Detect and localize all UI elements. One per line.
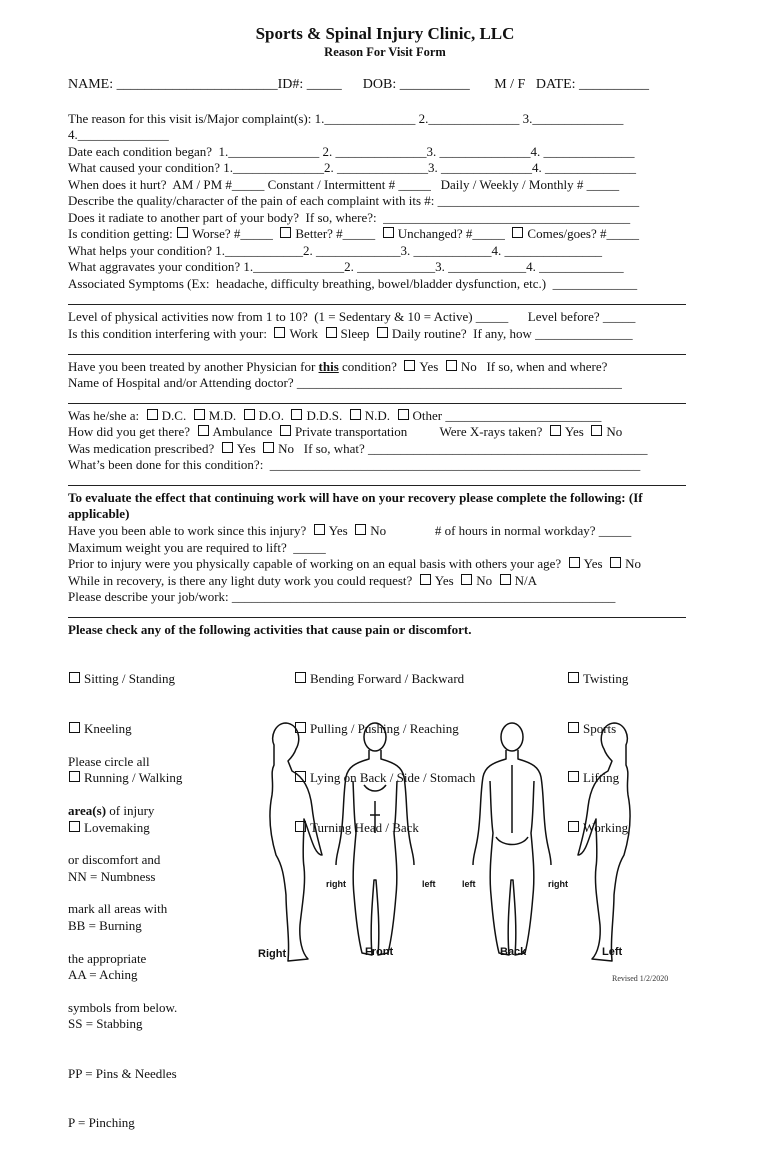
activity-label: Working (583, 819, 629, 835)
helps-line[interactable]: What helps your condition? 1.____________2. _____________3. ____________4. _______________ (68, 243, 603, 258)
activity-label: Lifting (583, 770, 620, 785)
private-transport-label: Private transportation Were X-rays taken? (294, 424, 549, 439)
label-front: Front (365, 946, 394, 958)
activity-label: Twisting (583, 671, 629, 686)
other-checkbox[interactable] (398, 409, 409, 420)
blank-line[interactable] (68, 304, 686, 305)
patient-id-line[interactable]: NAME: _______________________ID#: _____ DOB: __________ M / F DATE: __________ (68, 77, 650, 92)
capable-yes-label: Yes (583, 556, 610, 571)
xray-no-label: No (606, 424, 623, 439)
body-figure-left-side[interactable] (578, 720, 630, 961)
activity-label: Kneeling (84, 720, 132, 736)
nd-label: N.D. (364, 408, 397, 423)
interfering-label: Is this condition interfering with your: (68, 326, 274, 341)
able-no-checkbox[interactable] (355, 524, 366, 535)
sleep-label: Sleep (340, 326, 376, 341)
legend-item: P = Pinching (68, 1114, 135, 1130)
blank-line[interactable] (68, 485, 686, 486)
blank-line[interactable] (68, 617, 686, 618)
dds-label: D.D.S. (306, 408, 349, 423)
legend-item: PP = Pins & Needles (68, 1065, 177, 1081)
symbol-legend (68, 836, 177, 1164)
doctor-type-label: Was he/she a: (68, 408, 146, 423)
label-front-right: right (326, 879, 346, 889)
xray-yes-label: Yes (564, 424, 591, 439)
activity-checkbox[interactable] (568, 672, 579, 683)
light-duty-line (68, 573, 537, 589)
blank-line[interactable] (68, 403, 686, 404)
legend-item: SS = Stabbing (68, 1016, 143, 1032)
medication-no-label: No If so, what? ___________________________________________ (278, 441, 648, 456)
capable-no-label: No (625, 556, 641, 571)
capable-yes-checkbox[interactable] (569, 557, 580, 568)
private-transport-checkbox[interactable] (280, 425, 291, 436)
blank-line[interactable] (68, 354, 686, 355)
able-yes-label: Yes (328, 523, 355, 538)
other-physician-label: Have you been treated by another Physician for (68, 359, 319, 374)
activities-heading: Please check any of the following activities that cause pain or discomfort. (68, 622, 472, 637)
activity-label: Sitting / Standing (84, 671, 176, 686)
cause-line[interactable]: What caused your condition? 1.______________2. ______________3. ______________4. ______________ (68, 160, 636, 175)
interfering-line (68, 326, 633, 342)
sleep-checkbox[interactable] (326, 327, 337, 338)
form-subtitle: Reason For Visit Form (324, 45, 446, 59)
medication-label: Was medication prescribed? (68, 441, 221, 456)
better-checkbox[interactable] (280, 227, 291, 238)
activity-label: Running / Walking (84, 770, 183, 785)
light-no-label: No (476, 573, 499, 588)
dc-label: D.C. (161, 408, 193, 423)
max-weight-line[interactable]: Maximum weight you are required to lift? _____ (68, 540, 326, 555)
label-back-left: left (462, 879, 476, 889)
daily-routine-label: Daily routine? If any, how _______________ (391, 326, 633, 341)
associated-symptoms-line[interactable]: Associated Symptoms (Ex: headache, difficulty breathing, bowel/bladder dysfunction, etc.) _____________ (68, 276, 638, 291)
activity-level-line[interactable]: Level of physical activities now from 1 to 10? (1 = Sedentary & 10 = Active) _____ Level before? _____ (68, 309, 636, 324)
date-began-line[interactable]: Date each condition began? 1.______________ 2. ______________3. ______________4. ______________ (68, 144, 635, 159)
activity-label: Lovemaking (84, 819, 150, 835)
ambulance-label: Ambulance (212, 424, 279, 439)
instruction-text: of injury (106, 803, 155, 819)
activity-item[interactable] (294, 671, 475, 688)
label-back-right: right (548, 879, 568, 889)
aggravates-line[interactable]: What aggravates your condition? 1.______________2. ____________3. ____________4. _____________ (68, 259, 624, 274)
legend-item: NN = Numbness (68, 868, 156, 884)
work-heading-cont: applicable) (68, 506, 130, 521)
no-label: No If so, when and where? (460, 359, 608, 374)
other-label: Other ________________________ (412, 408, 602, 423)
done-line[interactable]: What’s been done for this condition?: _________________________________________________________ (68, 457, 641, 472)
comes-goes-checkbox[interactable] (512, 227, 523, 238)
daily-routine-checkbox[interactable] (377, 327, 388, 338)
dc-checkbox[interactable] (147, 409, 158, 420)
instruction-line (68, 803, 177, 819)
better-label: Better? #_____ (295, 226, 382, 241)
instruction-line: the appropriate (68, 950, 147, 966)
light-no-checkbox[interactable] (461, 574, 472, 585)
medication-yes-checkbox[interactable] (222, 442, 233, 453)
transport-label: How did you get there? (68, 424, 197, 439)
capable-no-checkbox[interactable] (610, 557, 621, 568)
do-label: D.O. (258, 408, 291, 423)
emphasis-this: this (318, 359, 339, 374)
ambulance-checkbox[interactable] (198, 425, 209, 436)
light-na-checkbox[interactable] (500, 574, 511, 585)
treated-yes-checkbox[interactable] (404, 360, 415, 371)
nd-checkbox[interactable] (350, 409, 361, 420)
activity-label: Turning Head / Back (310, 819, 419, 835)
instruction-line: symbols from below. (68, 999, 178, 1015)
legend-item: BB = Burning (68, 918, 142, 934)
activity-label: Bending Forward / Backward (310, 671, 465, 686)
light-na-label: N/A (514, 573, 537, 588)
major-complaints-line[interactable]: The reason for this visit is/Major complaint(s): 1.______________ 2.______________ 3.______________ (68, 111, 624, 126)
other-physician-label-end: condition? (338, 359, 404, 374)
instruction-line: Please circle all (68, 753, 150, 769)
instruction-line: or discomfort and (68, 852, 161, 868)
do-checkbox[interactable] (244, 409, 255, 420)
activity-checkbox[interactable] (295, 672, 306, 683)
medication-yes-label: Yes (236, 441, 263, 456)
work-label: Work (289, 326, 325, 341)
condition-getting-line (68, 226, 639, 242)
dds-checkbox[interactable] (291, 409, 302, 420)
unchanged-checkbox[interactable] (383, 227, 394, 238)
xray-yes-checkbox[interactable] (550, 425, 561, 436)
body-diagram[interactable] (230, 715, 670, 970)
prior-capable-label: Prior to injury were you physically capable of working on an equal basis with others your age? (68, 556, 568, 571)
prior-capable-line (68, 556, 641, 572)
radiate-line[interactable]: Does it radiate to another part of your body? If so, where?: ______________________________________ (68, 210, 631, 225)
work-heading: To evaluate the effect that continuing work will have on your recovery please complete the following: (If (68, 490, 643, 505)
yes-label: Yes (419, 359, 445, 374)
medication-line (68, 441, 648, 457)
major-complaint-4-line[interactable]: 4.______________ (68, 127, 169, 142)
clinic-title: Sports & Spinal Injury Clinic, LLC (255, 24, 515, 43)
label-right-side: Right (258, 948, 287, 960)
activity-checkbox[interactable] (69, 672, 80, 683)
able-yes-checkbox[interactable] (314, 524, 325, 535)
label-front-left: left (422, 879, 436, 889)
activity-item[interactable] (567, 671, 628, 688)
job-describe-line[interactable]: Please describe your job/work: ___________________________________________________________ (68, 589, 616, 604)
instruction-line: mark all areas with (68, 901, 168, 917)
md-label: M.D. (208, 408, 243, 423)
md-checkbox[interactable] (194, 409, 205, 420)
treated-no-checkbox[interactable] (446, 360, 457, 371)
revision-date: Revised 1/2/2020 (612, 974, 669, 983)
medication-no-checkbox[interactable] (263, 442, 274, 453)
hours-label: No # of hours in normal workday? _____ (370, 523, 632, 538)
transport-line (68, 424, 622, 440)
label-back: Back (500, 946, 527, 958)
xray-no-checkbox[interactable] (591, 425, 602, 436)
condition-getting-label: Is condition getting: (68, 226, 176, 241)
activity-label: Sports (583, 720, 617, 736)
worse-checkbox[interactable] (177, 227, 188, 238)
body-figure-back[interactable] (473, 723, 551, 955)
light-yes-label: Yes (434, 573, 461, 588)
label-left-side: Left (602, 946, 623, 958)
worse-label: Worse? #_____ (191, 226, 280, 241)
instruction-emphasis: area(s) (68, 803, 107, 819)
legend-item: AA = Aching (68, 967, 138, 983)
light-yes-checkbox[interactable] (420, 574, 431, 585)
hospital-doctor-line[interactable]: Name of Hospital and/or Attending doctor? __________________________________________________ (68, 375, 622, 390)
activity-item[interactable] (68, 671, 182, 688)
work-checkbox[interactable] (274, 327, 285, 338)
doctor-type-line (68, 408, 601, 424)
when-hurt-line[interactable]: When does it hurt? AM / PM #_____ Constant / Intermittent # _____ Daily / Weekly / Monthly # _____ (68, 177, 620, 192)
activity-label: Lying on Back / Side / Stomach (310, 770, 476, 785)
other-physician-line (68, 359, 607, 375)
body-figure-front[interactable] (336, 723, 414, 955)
light-duty-label: While in recovery, is there any light duty work you could request? (68, 573, 419, 588)
able-to-work-label: Have you been able to work since this injury? (68, 523, 313, 538)
pain-quality-line[interactable]: Describe the quality/character of the pain of each complaint with its #: _______________________________ (68, 193, 640, 208)
able-to-work-line (68, 523, 631, 539)
activity-label: Pulling / Pushing / Reaching (310, 720, 459, 736)
comes-goes-label: Comes/goes? #_____ (527, 226, 639, 241)
unchanged-label: Unchanged? #_____ (397, 226, 512, 241)
body-figure-right-side[interactable] (270, 723, 322, 961)
